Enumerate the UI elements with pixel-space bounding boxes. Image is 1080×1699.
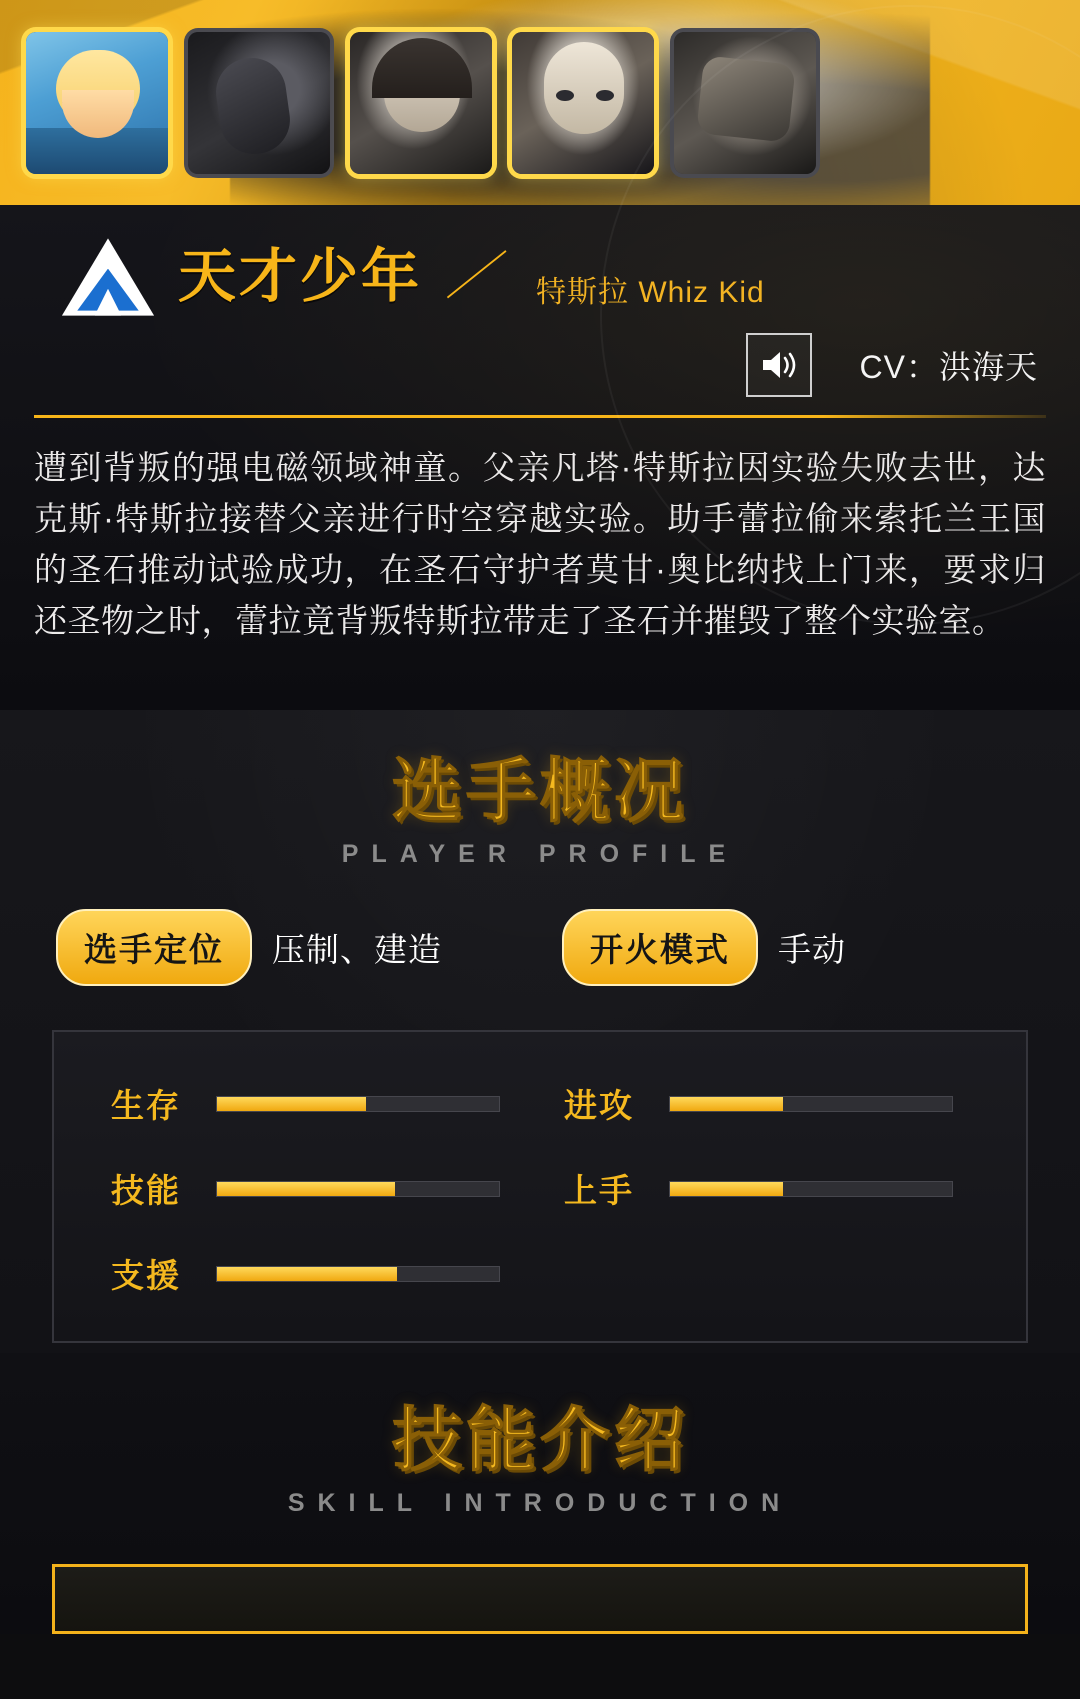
profile-heading-cn: 选手概况 [392, 752, 688, 830]
name-separator: ／ [442, 248, 510, 306]
cv-label: CV：洪海天 [859, 349, 1038, 385]
glasses-icon [62, 100, 134, 120]
voice-actor-row [34, 333, 1046, 397]
header-divider [34, 415, 1046, 418]
eyes-detail [556, 90, 614, 102]
character-name-cn: 天才少年 [178, 244, 423, 309]
tag-label-role: 选手定位 [56, 909, 252, 986]
profile-heading-en: PLAYER PROFILE [341, 840, 739, 868]
profile-tag-row [0, 869, 1080, 986]
character-portrait-whiz-kid [26, 32, 168, 174]
stat-bar-attack [669, 1096, 953, 1112]
character-header-section [0, 205, 1080, 710]
character-portrait-5 [674, 32, 816, 174]
character-thumb-3[interactable] [350, 32, 492, 174]
profile-heading [0, 752, 1080, 869]
character-portrait-3 [350, 32, 492, 174]
stat-row-skill [98, 1165, 529, 1212]
tag-value-fire-mode: 手动 [778, 931, 846, 968]
character-thumb-1[interactable] [26, 32, 168, 174]
stat-bar-fill [217, 1097, 366, 1111]
character-thumb-5[interactable] [674, 32, 816, 174]
skill-heading-en: SKILL INTRODUCTION [287, 1489, 793, 1517]
stat-label-support: 支援 [111, 1257, 181, 1294]
character-portrait-4 [512, 32, 654, 174]
stat-row-survival [98, 1080, 529, 1127]
character-name-en: 特斯拉 Whiz Kid [536, 276, 765, 309]
stat-bar-support [216, 1266, 500, 1282]
skill-heading [0, 1401, 1080, 1518]
tag-group-role [56, 909, 442, 986]
character-thumb-4[interactable] [512, 32, 654, 174]
triangle-emblem-icon [60, 235, 156, 319]
speaker-glyph [761, 349, 797, 381]
tag-value-role: 压制、建造 [272, 931, 442, 968]
character-thumbnail-list [0, 0, 1080, 205]
speaker-icon[interactable] [746, 333, 812, 397]
tag-group-fire-mode [562, 909, 846, 986]
character-selector-strip [0, 0, 1080, 205]
stat-bar-fill [670, 1182, 783, 1196]
stat-bar-fill [670, 1097, 783, 1111]
stat-label-ease: 上手 [564, 1172, 634, 1209]
stat-label-attack: 进攻 [564, 1087, 634, 1124]
stat-bar-fill [217, 1182, 395, 1196]
stat-bar-ease [669, 1181, 953, 1197]
skill-heading-cn: 技能介绍 [392, 1401, 688, 1479]
skill-card-1[interactable] [52, 1564, 1028, 1634]
character-title-row [34, 235, 1046, 319]
stat-bar-skill [216, 1181, 500, 1197]
character-portrait-2 [188, 32, 330, 174]
character-thumb-2[interactable] [188, 32, 330, 174]
stat-bar-fill [217, 1267, 397, 1281]
stat-row-attack [551, 1080, 982, 1127]
portrait-body [26, 128, 168, 174]
stat-label-skill: 技能 [111, 1172, 181, 1209]
stat-row-ease [551, 1165, 982, 1212]
stats-empty-cell [551, 1250, 982, 1297]
stat-row-support [98, 1250, 529, 1297]
skill-introduction-section [0, 1353, 1080, 1634]
stat-bar-survival [216, 1096, 500, 1112]
tag-label-fire-mode: 开火模式 [562, 909, 758, 986]
character-bio-text: 遭到背叛的强电磁领域神童。父亲凡塔·特斯拉因实验失败去世，达克斯·特斯拉接替父亲进行时空穿越实验。助手蕾拉偷来索托兰王国的圣石推动试验成功，在圣石守护者莫甘·奥比纳找上门来，要求归还圣物之时，蕾拉竟背叛特斯拉带走了圣石并摧毁了整个实验室。 [34, 449, 1046, 640]
stats-panel [52, 1030, 1028, 1343]
stat-label-survival: 生存 [111, 1087, 181, 1124]
player-profile-section [0, 710, 1080, 1353]
